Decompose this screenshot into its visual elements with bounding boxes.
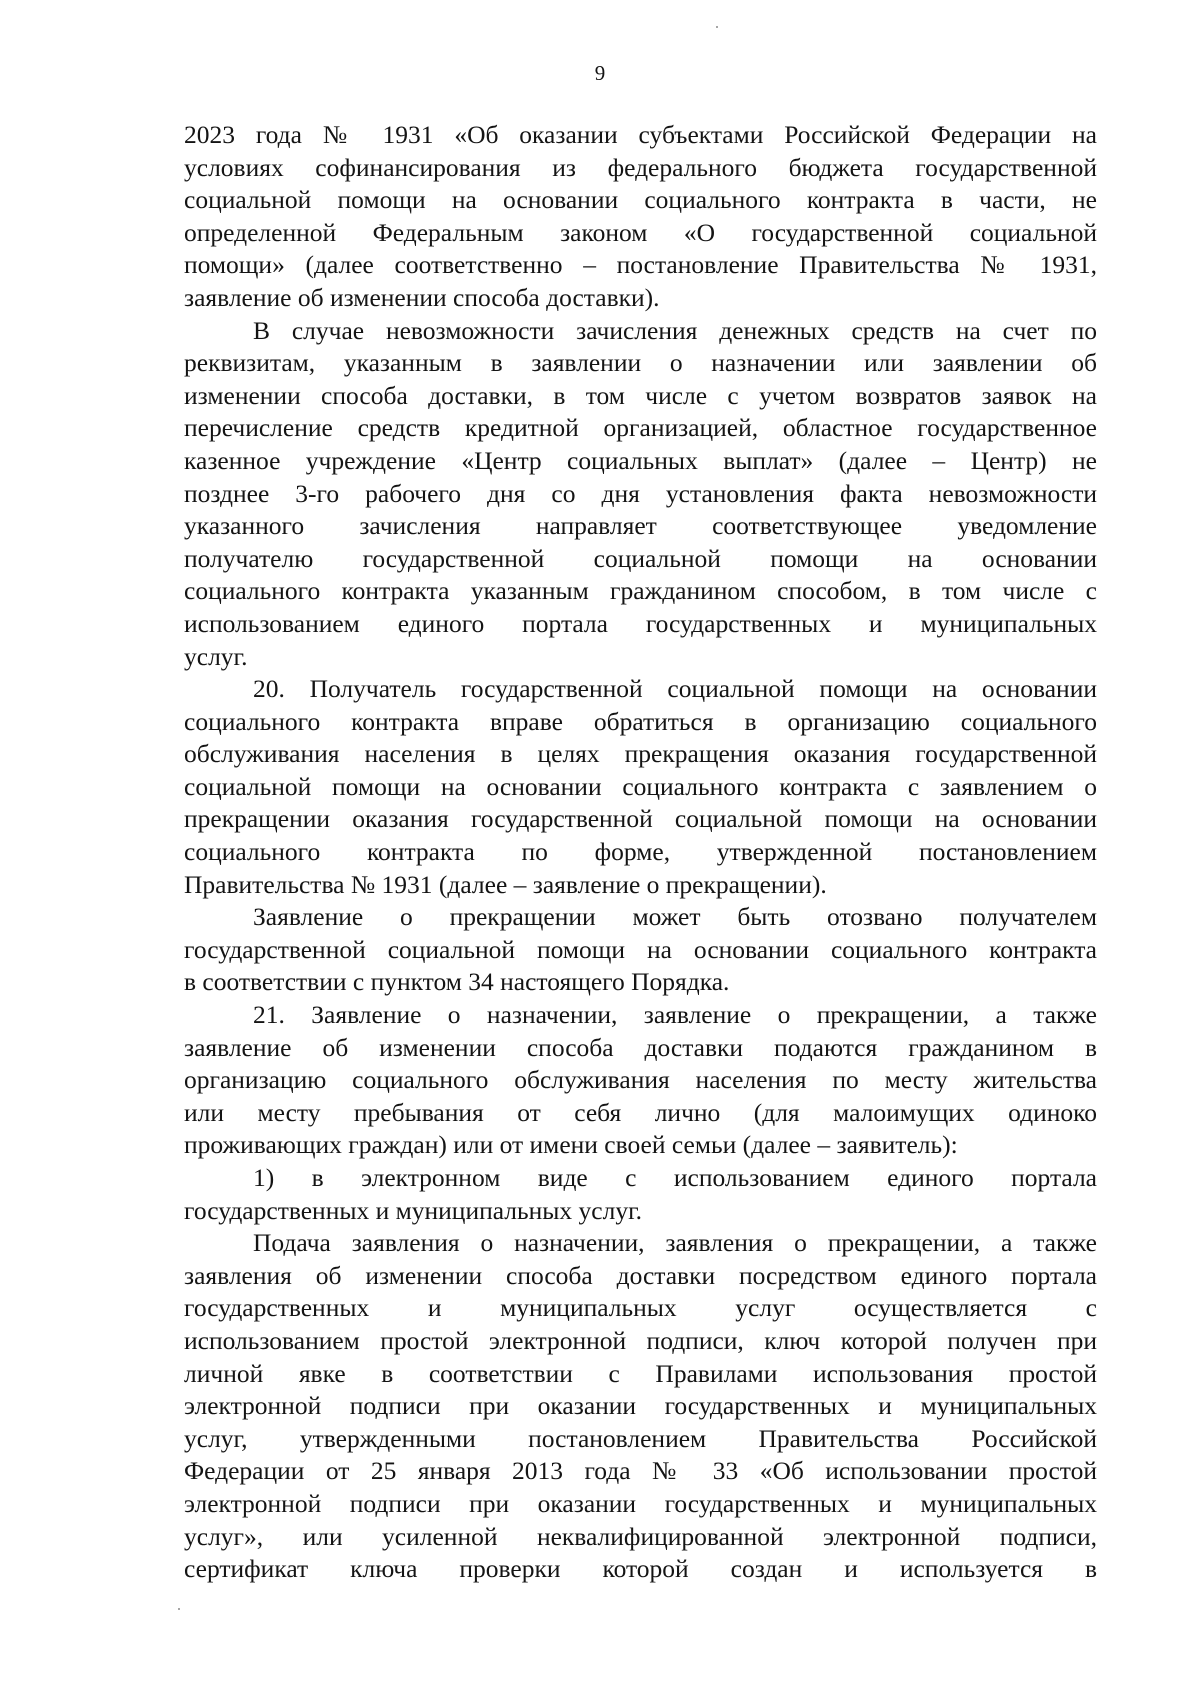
- text-line: государственных и муниципальных услуг.: [184, 1195, 643, 1225]
- text-line: Федерации от 25 января 2013 года № 33 «Об использовании простой: [184, 1456, 1097, 1486]
- text-line: или месту пребывания от себя лично (для малоимущих одиноко: [184, 1097, 1097, 1127]
- paragraph-start-line: Подача заявления о назначении, заявления о прекращении, а также: [253, 1228, 1097, 1258]
- paragraph-start-line: 1) в электронном виде с использованием единого портала: [253, 1163, 1097, 1192]
- text-line: личной явке в соответствии с Правилами использования простой: [184, 1358, 1097, 1388]
- text-line: использованием простой электронной подписи, ключ которой получен при: [184, 1325, 1097, 1355]
- text-line: социального контракта вправе обратиться в организацию социального: [184, 706, 1097, 736]
- text-line: указанного зачисления направляет соответствующее уведомление: [184, 511, 1097, 541]
- text-line: позднее 3-го рабочего дня со дня установления факта невозможности: [184, 478, 1097, 508]
- text-line: получателю государственной социальной помощи на основании: [184, 543, 1097, 573]
- text-line: социальной помощи на основании социального контракта в части, не: [184, 185, 1097, 215]
- text-line: государственной социальной помощи на основании социального контракта: [184, 934, 1097, 964]
- text-line: определенной Федеральным законом «О государственной социальной: [184, 217, 1097, 247]
- text-line: сертификат ключа проверки которой создан и используется в: [184, 1554, 1097, 1584]
- scan-speck: [716, 26, 718, 28]
- paragraph-start-line: 21. Заявление о назначении, заявление о прекращении, а также: [253, 1000, 1097, 1030]
- text-line: реквизитам, указанным в заявлении о назначении или заявлении об: [184, 348, 1097, 378]
- text-line: помощи» (далее соответственно – постановление Правительства № 1931,: [184, 250, 1097, 280]
- paragraph-start-line: 20. Получатель государственной социальной помощи на основании: [253, 674, 1097, 704]
- text-line: услуг, утвержденными постановлением Правительства Российской: [184, 1423, 1097, 1453]
- text-line: изменении способа доставки, в том числе с учетом возвратов заявок на: [184, 380, 1097, 410]
- paragraph-start-line: В случае невозможности зачисления денежных средств на счет по: [253, 315, 1097, 345]
- text-line: заявление об изменении способа доставки).: [184, 282, 660, 312]
- text-line: казенное учреждение «Центр социальных выплат» (далее – Центр) не: [184, 445, 1097, 475]
- text-line: заявления об изменении способа доставки посредством единого портала: [184, 1260, 1097, 1290]
- text-line: заявление об изменении способа доставки подаются гражданином в: [184, 1032, 1097, 1062]
- text-line: социального контракта указанным гражданином способом, в том числе с: [184, 576, 1097, 606]
- text-line: государственных и муниципальных услуг осуществляется с: [184, 1293, 1097, 1323]
- text-line: в соответствии с пунктом 34 настоящего Порядка.: [184, 967, 730, 997]
- text-line: услуг», или усиленной неквалифицированной электронной подписи,: [184, 1521, 1097, 1551]
- text-line: прекращении оказания государственной социальной помощи на основании: [184, 804, 1097, 834]
- text-line: организацию социального обслуживания населения по месту жительства: [184, 1065, 1097, 1095]
- scan-speck: [178, 1608, 180, 1610]
- text-line: обслуживания населения в целях прекращения оказания государственной: [184, 739, 1097, 769]
- text-line: условиях софинансирования из федерального бюджета государственной: [184, 152, 1097, 182]
- text-line: электронной подписи при оказании государственных и муниципальных: [184, 1391, 1097, 1421]
- text-line: перечисление средств кредитной организацией, областное государственное: [184, 413, 1097, 443]
- paragraph-start-line: Заявление о прекращении может быть отозвано получателем: [253, 902, 1097, 932]
- page-number: 9: [594, 61, 606, 85]
- text-line: социальной помощи на основании социального контракта с заявлением о: [184, 771, 1097, 801]
- text-line: проживающих граждан) или от имени своей семьи (далее – заявитель):: [184, 1130, 958, 1160]
- text-line: социального контракта по форме, утвержденной постановлением: [184, 837, 1097, 867]
- text-line: использованием единого портала государственных и муниципальных: [184, 608, 1097, 638]
- text-line: 2023 года № 1931 «Об оказании субъектами Российской Федерации на: [184, 120, 1097, 149]
- text-line: услуг.: [184, 641, 248, 671]
- text-line: электронной подписи при оказании государственных и муниципальных: [184, 1488, 1097, 1518]
- text-line: Правительства № 1931 (далее – заявление о прекращении).: [184, 869, 827, 899]
- body-text: [184, 119, 1097, 1586]
